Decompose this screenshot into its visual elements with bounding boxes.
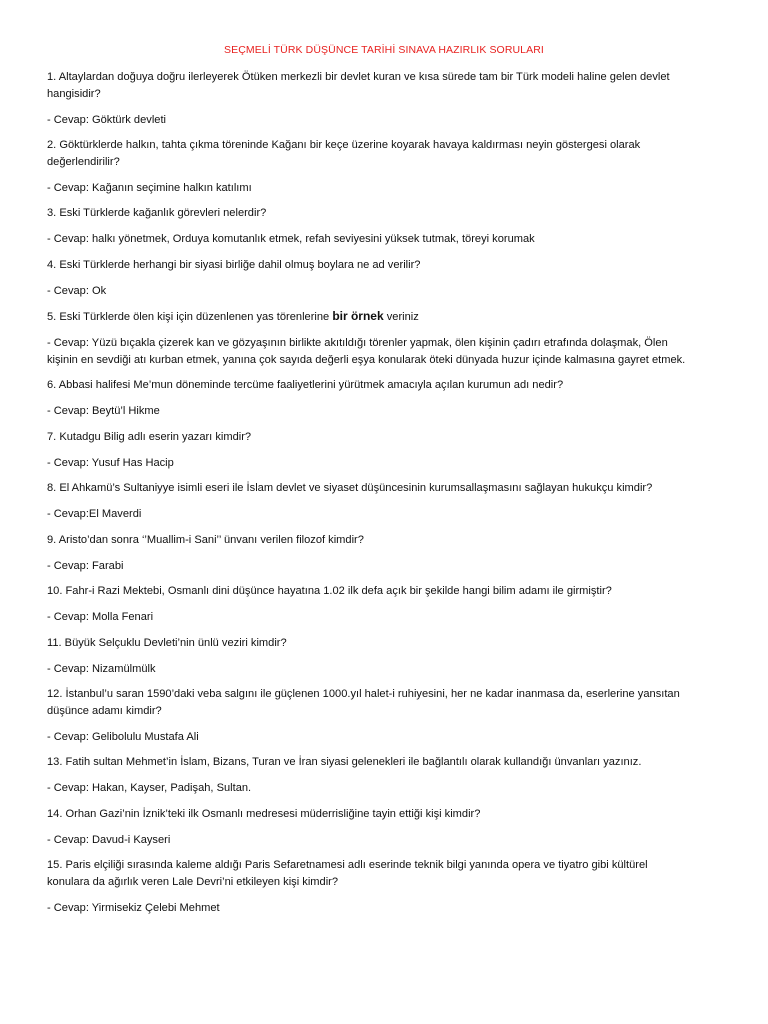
question-text-line: 1. Altaylardan doğuya doğru ilerleyerek Ötüken merkezli bir devlet kuran ve kısa sürede tam bir Türk modeli haline gelen devlet [47, 71, 670, 83]
question-2 [47, 137, 727, 170]
answer-text-line: - Cevap: Yusuf Has Hacip [47, 456, 174, 469]
answer-13 [47, 780, 727, 797]
answer-text-line: - Cevap: Beytü’l Hikme [47, 405, 160, 417]
answer-7 [47, 455, 727, 472]
answer-text-line: - Cevap: Hakan, Kayser, Padişah, Sultan. [47, 782, 252, 794]
question-text-line: 15. Paris elçiliği sırasında kaleme aldığı Paris Sefaretnamesi adlı eserinde teknik bilgi yanında opera ve tiyatro gibi kültürel [47, 859, 648, 871]
question-12 [47, 686, 727, 719]
answer-text-line: - Cevap: Yüzü bıçakla çizerek kan ve gözyaşının birlikte akıtıldığı törenler yapmak, ölen kişinin çadırı etrafında dolaşmak, Ölen [47, 337, 668, 349]
question-10 [47, 583, 727, 600]
answer-text-line: - Cevap: Kağanın seçimine halkın katılımı [47, 181, 252, 194]
answer-text-line: - Cevap: Gelibolulu Mustafa Ali [47, 730, 199, 743]
answer-text-line: - Cevap: Nizamülmülk [47, 662, 156, 675]
question-11 [47, 635, 727, 652]
question-6 [47, 377, 727, 394]
answer-text-line: - Cevap: Davud-i Kayseri [47, 833, 171, 846]
answer-2 [47, 180, 727, 197]
question-text-line: 7. Kutadgu Bilig adlı eserin yazarı kimdir? [47, 430, 252, 443]
answer-text-line: - Cevap: Ok [47, 284, 107, 297]
question-text-line: 8. El Ahkamü’s Sultaniyye isimli eseri ile İslam devlet ve siyaset düşüncesinin kurumsallaşmasını sağlayan hukukçu kimdir? [47, 482, 653, 494]
question-text-line: konulara da ağırlık veren Lale Devri’ni etkileyen kişi kimdir? [47, 875, 339, 888]
question-text-line: 14. Orhan Gazi’nin İznik’teki ilk Osmanlı medresesi müderrisliğine tayin ettiği kişi kimdir? [47, 807, 481, 820]
answer-text-line: - Cevap: Göktürk devleti [47, 113, 166, 126]
question-text-line: 11. Büyük Selçuklu Devleti’nin ünlü veziri kimdir? [47, 636, 287, 649]
answer-text-line: kişinin en sevdiği atı kurban etmek, yanına çok sayıda değerli eşya konularak öteki dünyada huzur içinde kalmasına gayret etmek. [47, 353, 686, 366]
answer-text-line: - Cevap: Yirmisekiz Çelebi Mehmet [47, 901, 220, 914]
question-7 [47, 429, 727, 446]
question-4 [47, 257, 727, 274]
question-9 [47, 532, 727, 549]
answer-15 [47, 900, 727, 917]
question-5 [47, 308, 727, 326]
question-text-line: hangisidir? [47, 87, 101, 100]
answer-8 [47, 506, 727, 523]
question-14 [47, 806, 727, 823]
answer-5 [47, 335, 727, 368]
question-15 [47, 857, 727, 890]
question-text-line: düşünce adamı kimdir? [47, 704, 162, 717]
question-text-line: 4. Eski Türklerde herhangi bir siyasi birliğe dahil olmuş boylara ne ad verilir? [47, 258, 421, 271]
question-13 [47, 754, 727, 771]
question-text-line: 10. Fahr-i Razi Mektebi, Osmanlı dini düşünce hayatına 1.02 ilk defa açık bir şekilde hangi bilim adamı ile girmiştir? [47, 585, 612, 597]
answer-9 [47, 558, 727, 575]
answer-text-line: - Cevap: halkı yönetmek, Orduya komutanlık etmek, refah seviyesini yüksek tutmak, töreyi korumak [47, 233, 535, 245]
answer-text-line: - Cevap:El Maverdi [47, 508, 142, 520]
question-3 [47, 205, 727, 222]
question-text-line [47, 308, 727, 326]
answer-12 [47, 729, 727, 746]
question-text-line: 12. İstanbul’u saran 1590’daki veba salgını ile güçlenen 1000.yıl halet-i ruhiyesini, her ne kadar inanmasa da, eserlerine yansıtan [47, 688, 680, 700]
answer-11 [47, 661, 727, 678]
answer-4 [47, 283, 727, 300]
answer-text-line: - Cevap: Molla Fenari [47, 611, 154, 623]
answer-10 [47, 609, 727, 626]
answer-14 [47, 832, 727, 849]
question-text-line: değerlendirilir? [47, 155, 120, 168]
answer-3 [47, 231, 727, 248]
question-text-line: 13. Fatih sultan Mehmet’in İslam, Bizans, Turan ve İran siyasi gelenekleri ile bağlantılı olarak kullandığı ünvanları yazınız. [47, 756, 642, 768]
document-body [47, 69, 727, 925]
question-text-line: 6. Abbasi halifesi Me’mun döneminde tercüme faaliyetlerini yürütmek amacıyla açılan kurumun adı nedir? [47, 379, 564, 391]
document-title: SEÇMELİ TÜRK DÜŞÜNCE TARİHİ SINAVA HAZIRLIK SORULARI [224, 44, 544, 56]
question-8 [47, 480, 727, 497]
question-text: veriniz [383, 311, 419, 323]
question-text-line: 2. Göktürklerde halkın, tahta çıkma töreninde Kağanı bir keçe üzerine koyarak havaya kaldırması neyin göstergesi olarak [47, 139, 641, 151]
answer-1 [47, 112, 727, 129]
question-text-line: 3. Eski Türklerde kağanlık görevleri nelerdir? [47, 207, 267, 219]
question-1 [47, 69, 727, 102]
answer-6 [47, 403, 727, 420]
question-text: 5. Eski Türklerde ölen kişi için düzenlenen yas törenlerine [47, 311, 333, 323]
question-emphasis: bir örnek [332, 309, 384, 323]
answer-text-line: - Cevap: Farabi [47, 559, 124, 572]
question-text-line: 9. Aristo’dan sonra ‘’Muallim-i Sani’’ ünvanı verilen filozof kimdir? [47, 533, 364, 546]
